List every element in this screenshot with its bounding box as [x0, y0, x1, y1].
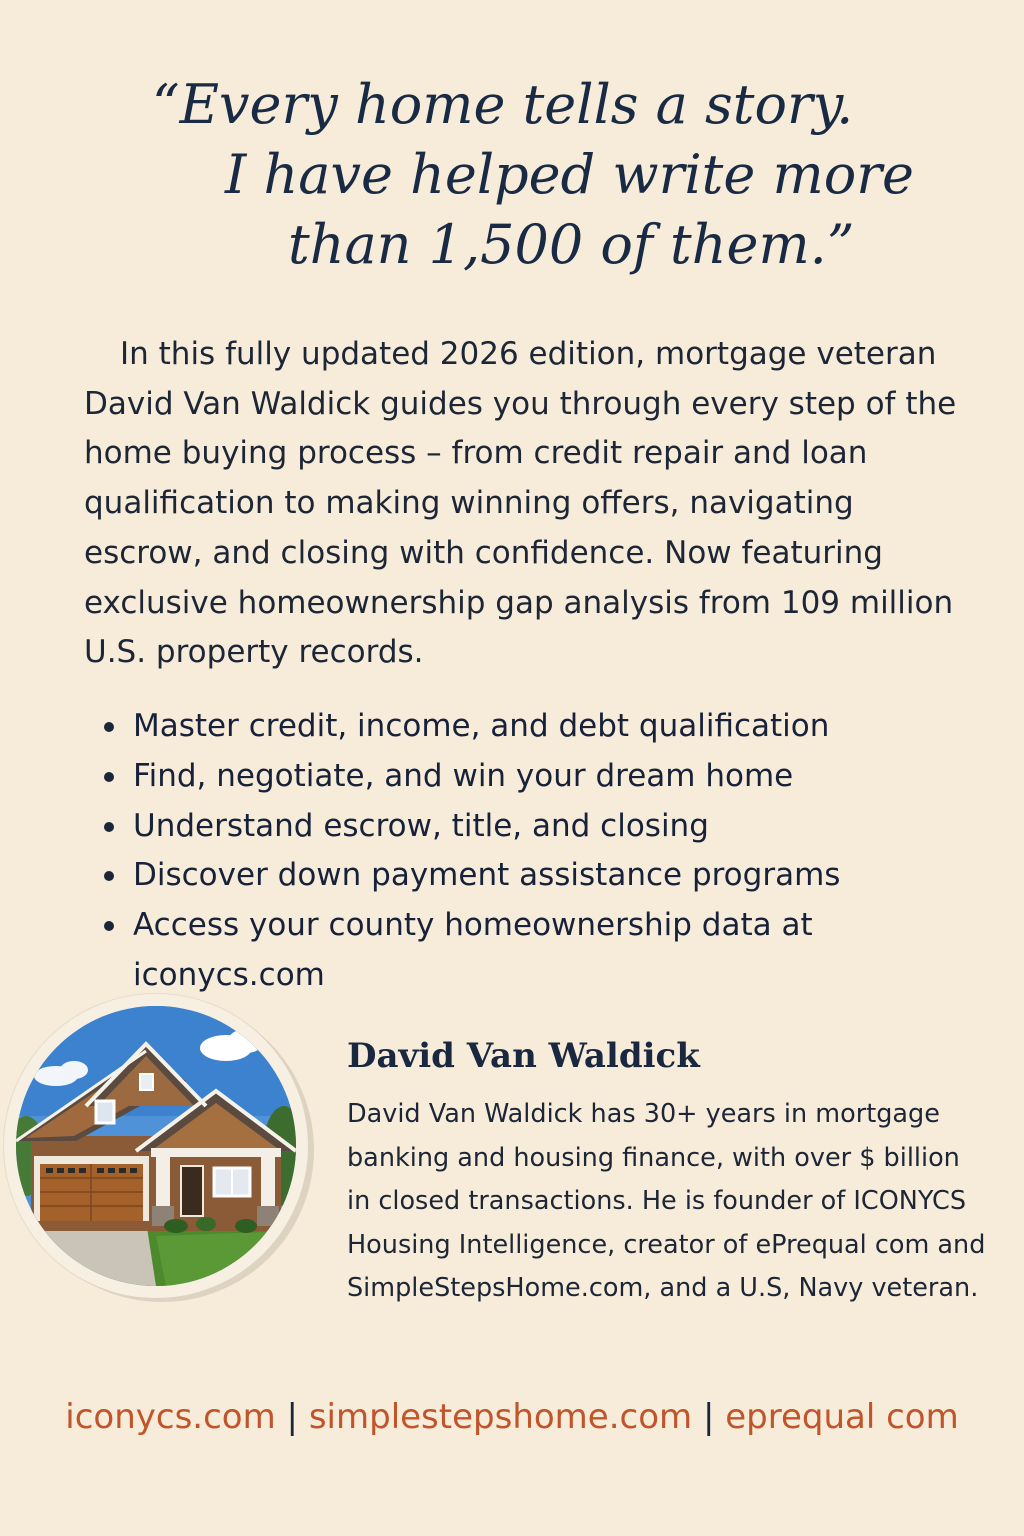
feature-text: Find, negotiate, and win your dream home [133, 757, 794, 794]
feature-text: Access your county homeownership data at iconycs.com [133, 907, 813, 993]
house-illustration [16, 1006, 296, 1286]
bullet-icon [104, 871, 114, 881]
list-item [100, 851, 960, 901]
link-iconycs[interactable]: iconycs.com [65, 1397, 276, 1437]
link-eprequal[interactable]: eprequal com [725, 1397, 959, 1437]
feature-text: Master credit, income, and debt qualification [133, 708, 830, 744]
bullet-icon [104, 722, 114, 732]
bullet-icon [104, 822, 114, 832]
bullet-icon [104, 772, 114, 782]
quote-line-2: I have helped write more [225, 143, 914, 206]
list-item [100, 802, 960, 852]
book-description: In this fully updated 2026 edition, mortgage veteran David Van Waldick guides you through every step of the home buying process – from credit repair and loan qualification to making winning offers, navigating escrow, and closing with confidence. Now featuring exclusive homeownership gap analysis from 109 million U.S. property records. [84, 336, 957, 671]
feature-text: Discover down payment assistance programs [133, 857, 841, 894]
list-item [100, 702, 960, 752]
author-bio: David Van Waldick has 30+ years in mortgage banking and housing finance, with over $ billion in closed transactions. He is founder of ICONYCS Housing Intelligence, creator of ePrequal com and SimpleStepsHome.com, and a U.S, Navy veteran. [347, 1099, 986, 1303]
feature-list [100, 702, 960, 1001]
footer-links [60, 1392, 964, 1442]
feature-text: Understand escrow, title, and closing [133, 807, 709, 844]
list-item [100, 752, 960, 802]
author-name: David Van Waldick [347, 1036, 700, 1076]
quote-line-3: than 1,500 of them.” [288, 213, 855, 276]
house-photo [16, 1006, 296, 1286]
list-item [100, 901, 960, 1001]
link-simplestepshome[interactable]: simplestepshome.com [308, 1397, 693, 1437]
separator: | [286, 1397, 299, 1437]
separator: | [702, 1397, 715, 1437]
house-photo-frame [4, 994, 308, 1298]
bullet-icon [104, 921, 114, 931]
quote-line-1: “Every home tells a story. [152, 73, 854, 136]
